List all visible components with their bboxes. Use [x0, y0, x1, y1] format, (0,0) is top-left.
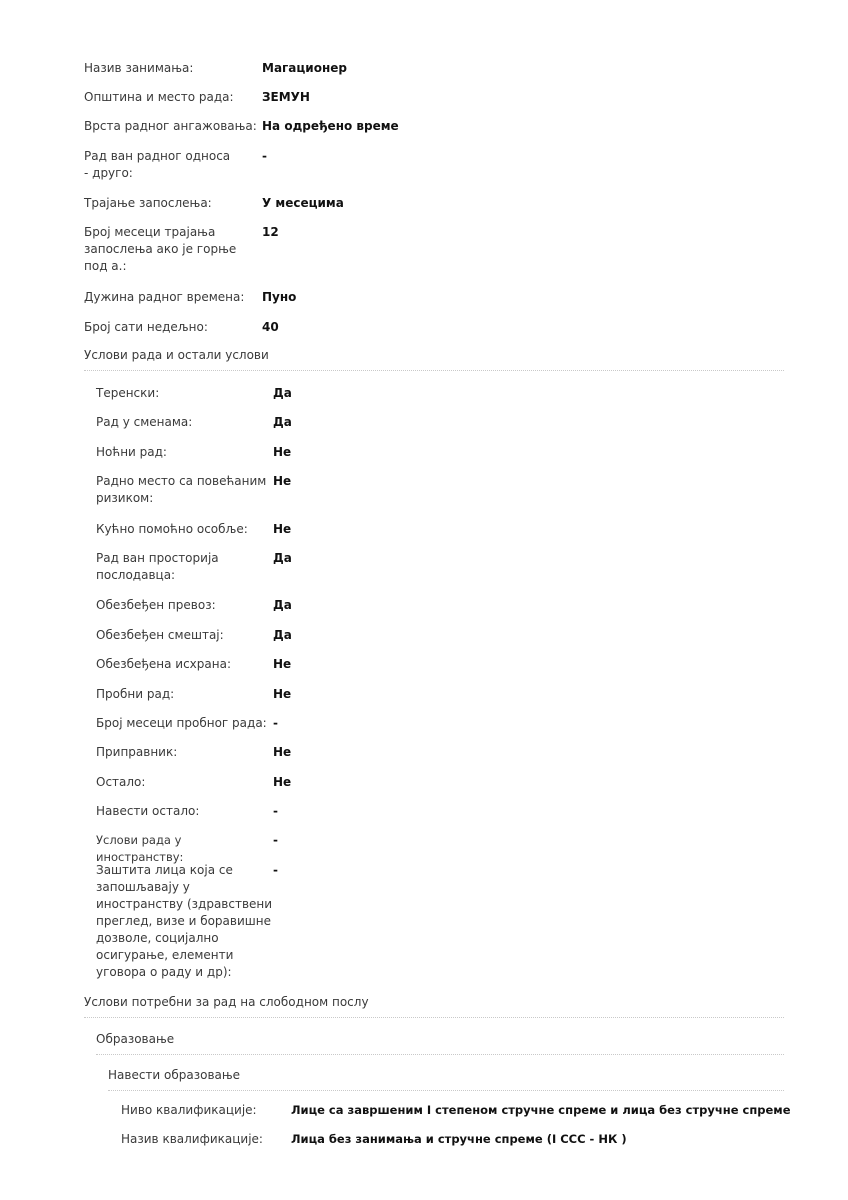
- condition-label: Обезбеђена исхрана:: [96, 657, 231, 671]
- condition-value: Да: [273, 598, 292, 612]
- field-value: -: [262, 149, 267, 163]
- condition-value: Не: [273, 687, 292, 701]
- qualification-level-label: Ниво квалификације:: [121, 1103, 257, 1117]
- field-label: Општина и место рада:: [84, 90, 234, 104]
- condition-label: Приправник:: [96, 745, 178, 759]
- condition-label: Теренски:: [96, 386, 160, 400]
- condition-value: Да: [273, 628, 292, 642]
- condition-value: Да: [273, 551, 292, 565]
- condition-label: Услови рада у иностранству:: [96, 833, 184, 864]
- condition-value: -: [273, 863, 278, 877]
- condition-value: -: [273, 833, 278, 847]
- condition-label: Број месеци пробног рада:: [96, 716, 267, 730]
- field-value: У месецима: [262, 196, 344, 210]
- field-label: Број сати недељно:: [84, 320, 208, 334]
- section-divider: [84, 1017, 784, 1018]
- field-label: Дужина радног времена:: [84, 290, 245, 304]
- field-value: Магационер: [262, 61, 347, 75]
- specify-education-title: Навести образовање: [108, 1068, 241, 1082]
- condition-label: Ноћни рад:: [96, 445, 167, 459]
- condition-value: -: [273, 716, 278, 730]
- condition-value: Не: [273, 775, 292, 789]
- field-value: 40: [262, 320, 279, 334]
- condition-label: Пробни рад:: [96, 687, 175, 701]
- condition-value: Не: [273, 657, 292, 671]
- condition-value: Не: [273, 745, 292, 759]
- condition-value: -: [273, 804, 278, 818]
- condition-value: Да: [273, 415, 292, 429]
- field-label: Врста радног ангажовања:: [84, 119, 257, 133]
- condition-label: Обезбеђен смештај:: [96, 628, 224, 642]
- condition-label: Рад у сменама:: [96, 415, 193, 429]
- condition-label: Остало:: [96, 775, 146, 789]
- field-label: Рад ван радног односа - друго:: [84, 149, 231, 180]
- field-label: Број месеци трајања запослења ако је горње под а.:: [84, 225, 237, 273]
- field-value: Пуно: [262, 290, 297, 304]
- condition-value: Не: [273, 522, 292, 536]
- conditions-section-title: Услови рада и остали услови: [84, 348, 269, 362]
- education-subtitle: Образовање: [96, 1032, 175, 1046]
- condition-value: Не: [273, 445, 292, 459]
- condition-label: Радно место са повећаним ризиком:: [96, 474, 267, 505]
- qualification-name-label: Назив квалификације:: [121, 1132, 263, 1146]
- qualification-level-value: Лице са завршеним I степеном стручне спреме и лица без стручне спреме: [291, 1103, 791, 1117]
- field-value: На одређено време: [262, 119, 399, 133]
- field-label: Трајање запослења:: [84, 196, 212, 210]
- qualification-name-value: Лица без занимања и стручне спреме (I ССС - НК ): [291, 1132, 627, 1146]
- condition-value: Да: [273, 386, 292, 400]
- section-divider: [96, 1054, 784, 1055]
- field-value: 12: [262, 225, 279, 239]
- condition-label: Обезбеђен превоз:: [96, 598, 216, 612]
- field-value: ЗЕМУН: [262, 90, 310, 104]
- section-divider: [84, 370, 784, 371]
- condition-label: Кућно помоћно особље:: [96, 522, 248, 536]
- condition-label: Навести остало:: [96, 804, 200, 818]
- requirements-section-title: Услови потребни за рад на слободном послу: [84, 995, 369, 1009]
- section-divider: [108, 1090, 784, 1091]
- condition-value: Не: [273, 474, 292, 488]
- condition-label: Рад ван просторија послодавца:: [96, 551, 219, 582]
- condition-label: Заштита лица која се запошљавају у иностранству (здравствени преглед, визе и боравишне дозволе, социјално осигурање, елементи уговора о раду и др):: [96, 863, 273, 979]
- field-label: Назив занимања:: [84, 61, 194, 75]
